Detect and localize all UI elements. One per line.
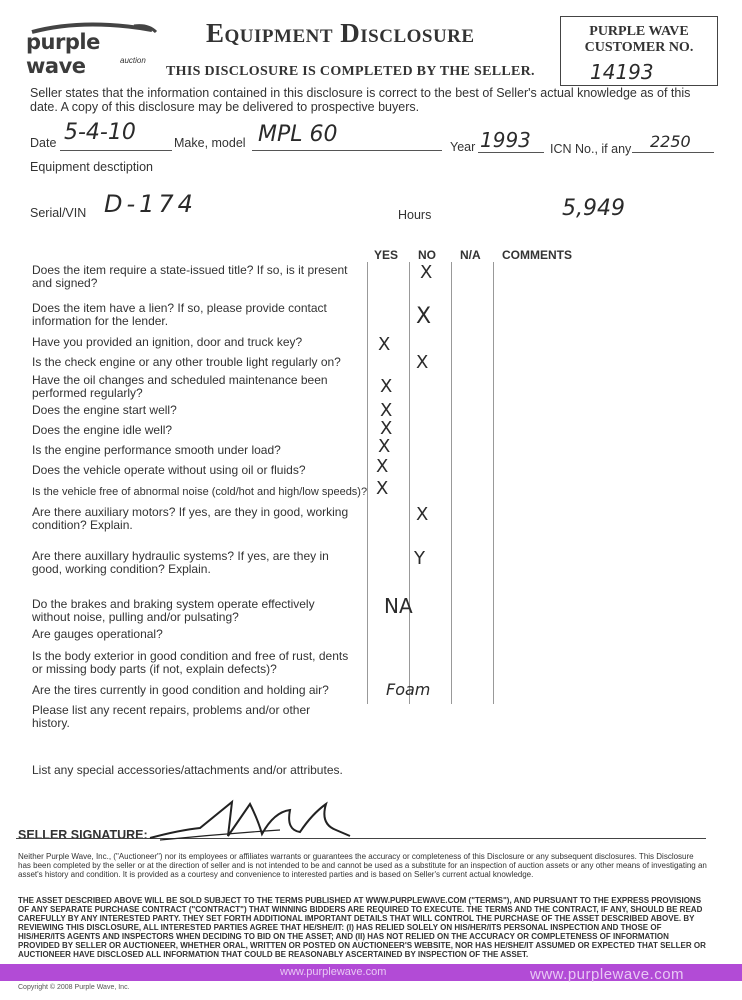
col-divider <box>367 262 368 704</box>
question-brakes: Do the brakes and braking system operate effectively without noise, pulling and/or pulsating? <box>32 597 315 624</box>
serial-vin-label: Serial/VIN <box>30 206 87 220</box>
col-divider <box>493 262 494 704</box>
page-subtitle: THIS DISCLOSURE IS COMPLETED BY THE SELLER. <box>166 64 535 79</box>
seller-signature-label: SELLER SIGNATURE: <box>18 828 148 842</box>
question-title: Does the item require a state-issued title? If so, is it present and signed? <box>32 263 348 290</box>
year-underline <box>478 152 544 153</box>
answer-aux-hydraulics-mark[interactable]: Y <box>414 548 425 569</box>
answer-tires-mark[interactable]: Foam <box>386 680 431 699</box>
answer-engine-idle-mark[interactable]: X <box>380 418 393 439</box>
make-model-field[interactable]: MPL 60 <box>258 122 338 147</box>
hours-label: Hours <box>398 208 432 222</box>
footer-url-small[interactable]: www.purplewave.com <box>280 966 387 978</box>
icn-underline <box>632 152 714 153</box>
make-model-label: Make, model <box>174 136 246 150</box>
footer-url-large[interactable]: www.purplewave.com <box>530 966 685 983</box>
answer-noise-mark[interactable]: X <box>376 478 389 499</box>
page-title: Equipment Disclosure <box>206 18 475 48</box>
question-engine-idle: Does the engine idle well? <box>32 423 173 437</box>
answer-maintenance-mark[interactable]: X <box>380 376 393 397</box>
hours-field[interactable]: 5,949 <box>562 196 625 221</box>
question-tires: Are the tires currently in good condition and holding air? <box>32 683 329 697</box>
customer-box-label-line2: CUSTOMER NO. <box>584 40 694 55</box>
col-divider <box>451 262 452 704</box>
disclaimer-text: Neither Purple Wave, Inc., ("Auctioneer") nor its employees or affiliates warrants or guarantees the accuracy or completeness of this Disclosure or any subsequent disclosures. This Disclosure has been completed by the seller or at the direction of seller and is not intended to be and cannot be used as a substitute for an inspection of auction assets or any other means of investigating an asset's history and condition. It is provided as a courtesy and convenience to interested parties and is based on Seller's current actual knowledge. <box>18 852 707 879</box>
make-model-underline <box>252 150 442 151</box>
question-engine-performance: Is the engine performance smooth under load? <box>32 443 281 457</box>
year-label: Year <box>450 140 476 154</box>
purple-wave-logo <box>24 22 164 78</box>
question-repairs: Please list any recent repairs, problems and/or other history. <box>32 703 311 730</box>
question-aux-motors: Are there auxiliary motors? If yes, are they in good, working condition? Explain. <box>32 505 349 532</box>
terms-text: THE ASSET DESCRIBED ABOVE WILL BE SOLD SUBJECT TO THE TERMS PUBLISHED AT WWW.PURPLEWAVE.COM ("TERMS"), AND PURSUANT TO THE EXPRESS PROVISIONS OF ANY SEPARATE PURCHASE CONTRACT ("CONTRACT") THAT WINNING BIDDERS ARE REQUIRED TO EXECUTE. THE TERMS AND THE CONTRACT, IF ANY, SHOULD BE READ CAREFULLY BY ANY INTERESTED PARTY. THEY SET FORTH ADDITIONAL IMPORTANT DETAILS THAT WILL CONTROL THE PURCHASE OF THE ASSET DESCRIBED ABOVE. BY REVIEWING THIS DISCLOSURE, ALL INTERESTED PARTIES AGREE THAT HE/SHE/IT: (I) HAS RELIED SOLELY ON HIS/HER/ITS PERSONAL INSPECTION AND THOSE OF HIS/HER/ITS AGENTS AND INSPECTORS WHEN DECIDING TO BID ON THE ASSET; AND (II) HAS NOT RELIED ON THE ACCURACY OR COMPLETENESS OF INFORMATION PROVIDED BY SELLER OR AUCTIONEER, WHETHER ORAL, WRITTEN OR POSTED ON AUCTIONEER'S WEBSITE, NOR HAS HE/SHE/IT ASSUMED OR EXPECTED THAT SELLER OR AUCTIONEER HAVE DISCLOSED ALL INFORMATION THAT COULD BE REASONABLY ASCERTAINED BY INSPECTION OF THE ASSET. <box>18 896 706 959</box>
serial-vin-field[interactable]: D-174 <box>104 190 197 218</box>
question-aux-hydraulics: Are there auxillary hydraulic systems? If yes, are they in good, working condition? Explain. <box>32 549 329 576</box>
col-header-comments: COMMENTS <box>502 248 572 262</box>
equipment-description-label: Equipment desctiption <box>30 160 153 174</box>
answer-aux-motors-mark[interactable]: X <box>416 504 429 525</box>
col-divider <box>409 262 410 704</box>
question-maintenance: Have the oil changes and scheduled maintenance been performed regularly? <box>32 373 328 400</box>
intro-statement: Seller states that the information contained in this disclosure is correct to the best of Seller's actual knowledge as of this date. A copy of this disclosure may be delivered to prospective buyers. <box>30 86 691 114</box>
date-field[interactable]: 5-4-10 <box>64 120 136 145</box>
accessories-label: List any special accessories/attachments and/or attributes. <box>32 763 343 777</box>
answer-engine-start-mark[interactable]: X <box>380 400 393 421</box>
question-gauges: Are gauges operational? <box>32 627 163 641</box>
date-label: Date <box>30 136 57 150</box>
logo-sub: auction <box>120 56 146 65</box>
icn-field[interactable]: 2250 <box>650 132 691 151</box>
year-field[interactable]: 1993 <box>480 128 531 152</box>
question-keys: Have you provided an ignition, door and truck key? <box>32 335 303 349</box>
col-header-na: N/A <box>460 248 481 262</box>
question-lien: Does the item have a lien? If so, please provide contact information for the lender. <box>32 301 327 328</box>
question-check-engine: Is the check engine or any other trouble light regularly on? <box>32 355 341 369</box>
customer-box-label <box>568 24 710 56</box>
answer-engine-performance-mark[interactable]: X <box>378 436 391 457</box>
col-header-no: NO <box>418 248 436 262</box>
answer-check-engine-mark[interactable]: X <box>416 352 429 373</box>
col-header-yes: YES <box>374 248 399 262</box>
seller-signature-image[interactable] <box>140 790 360 850</box>
logo-text: purple wave <box>26 30 100 78</box>
question-body-exterior: Is the body exterior in good condition and free of rust, dents or missing body parts (if not, explain defects)? <box>32 649 349 676</box>
customer-box-label-line1: PURPLE WAVE <box>589 24 689 39</box>
answer-brakes-mark[interactable]: NA <box>384 594 413 618</box>
answer-lien-mark[interactable]: X <box>416 304 432 329</box>
question-noise: Is the vehicle free of abnormal noise (cold/hot and high/low speeds)? <box>32 486 368 498</box>
copyright: Copyright © 2008 Purple Wave, Inc. <box>18 984 130 991</box>
answer-title-mark[interactable]: X <box>420 262 433 283</box>
icn-label: ICN No., if any <box>550 142 632 156</box>
question-engine-start: Does the engine start well? <box>32 403 177 417</box>
answer-keys-mark[interactable]: X <box>378 334 391 355</box>
answer-oil-fluids-mark[interactable]: X <box>376 456 389 477</box>
date-underline <box>60 150 172 151</box>
question-oil-fluids: Does the vehicle operate without using oil or fluids? <box>32 463 306 477</box>
signature-line <box>16 838 706 839</box>
customer-number-value[interactable]: 14193 <box>590 60 654 84</box>
